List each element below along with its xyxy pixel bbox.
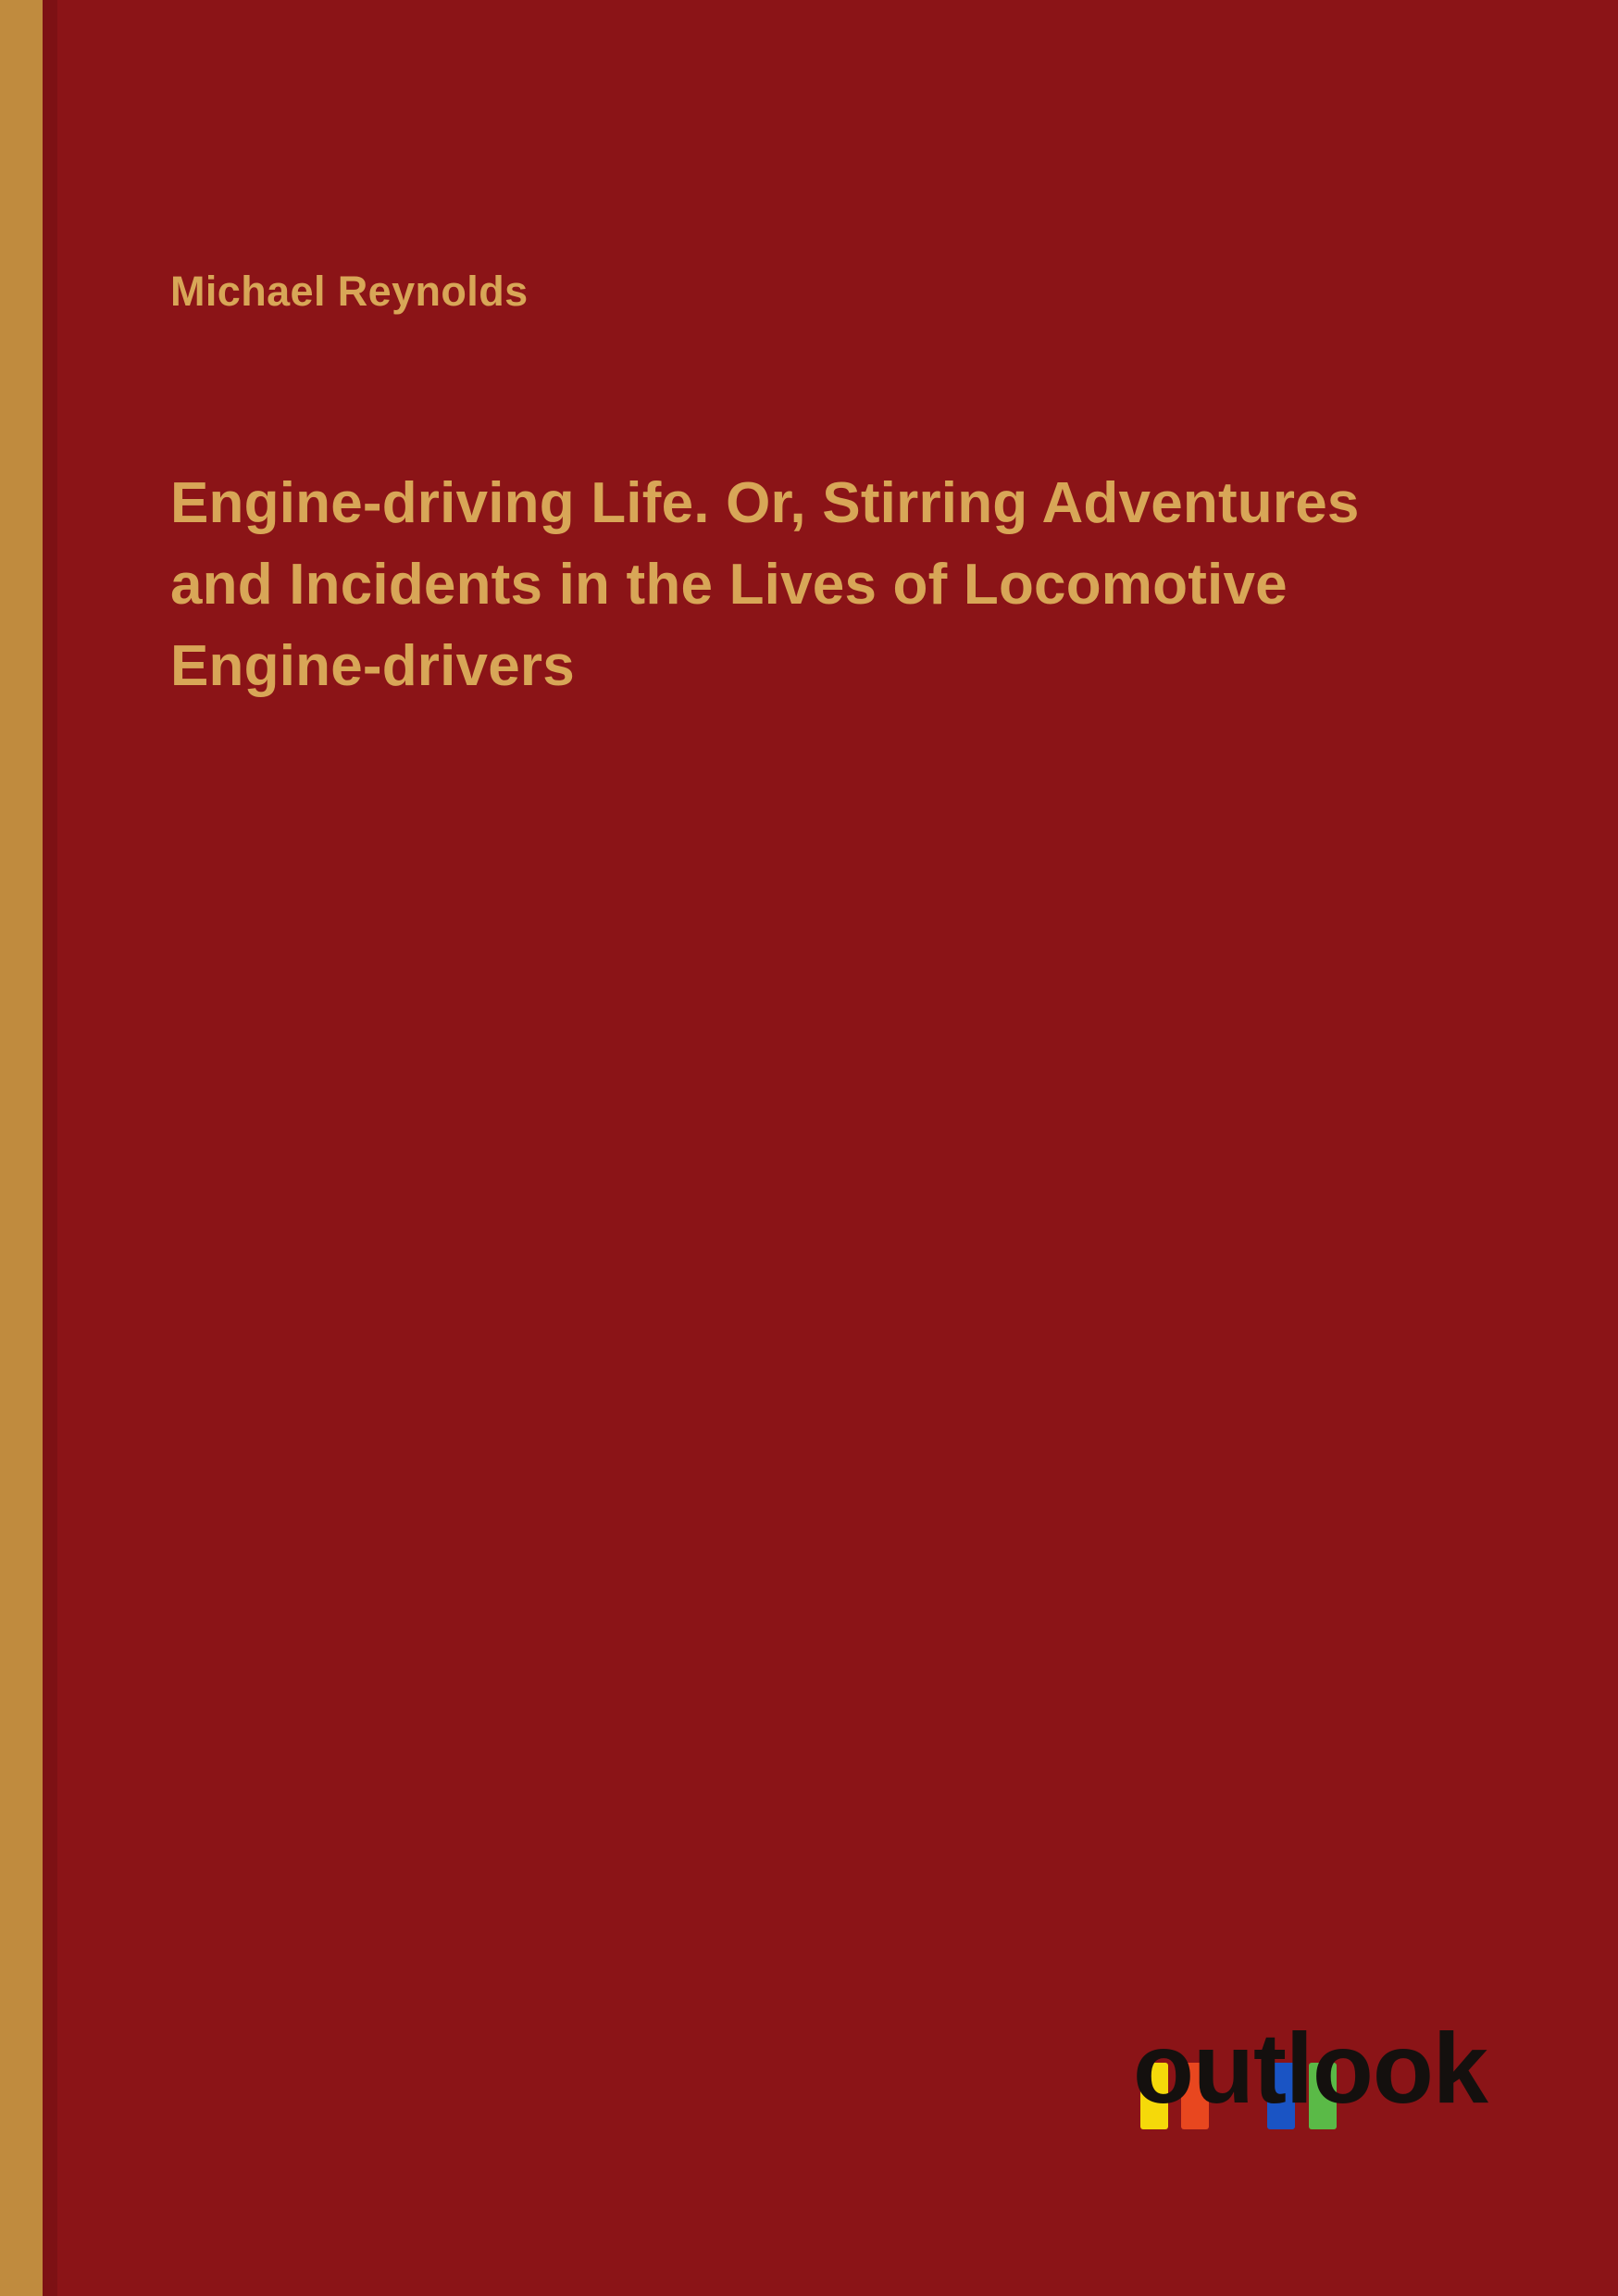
cover-surface (57, 0, 1618, 2296)
publisher-logo (1133, 2012, 1487, 2134)
cover-content (170, 0, 1485, 2296)
spine-stripe-outer (0, 0, 43, 2296)
publisher-wordmark: outlook (1133, 2012, 1487, 2124)
spine-stripe-inner (43, 0, 57, 2296)
author-name: Michael Reynolds (170, 268, 529, 315)
book-title: Engine-driving Life. Or, Stirring Adventures and Incidents in the Lives of Locomotive Engine-drivers (170, 471, 1360, 699)
